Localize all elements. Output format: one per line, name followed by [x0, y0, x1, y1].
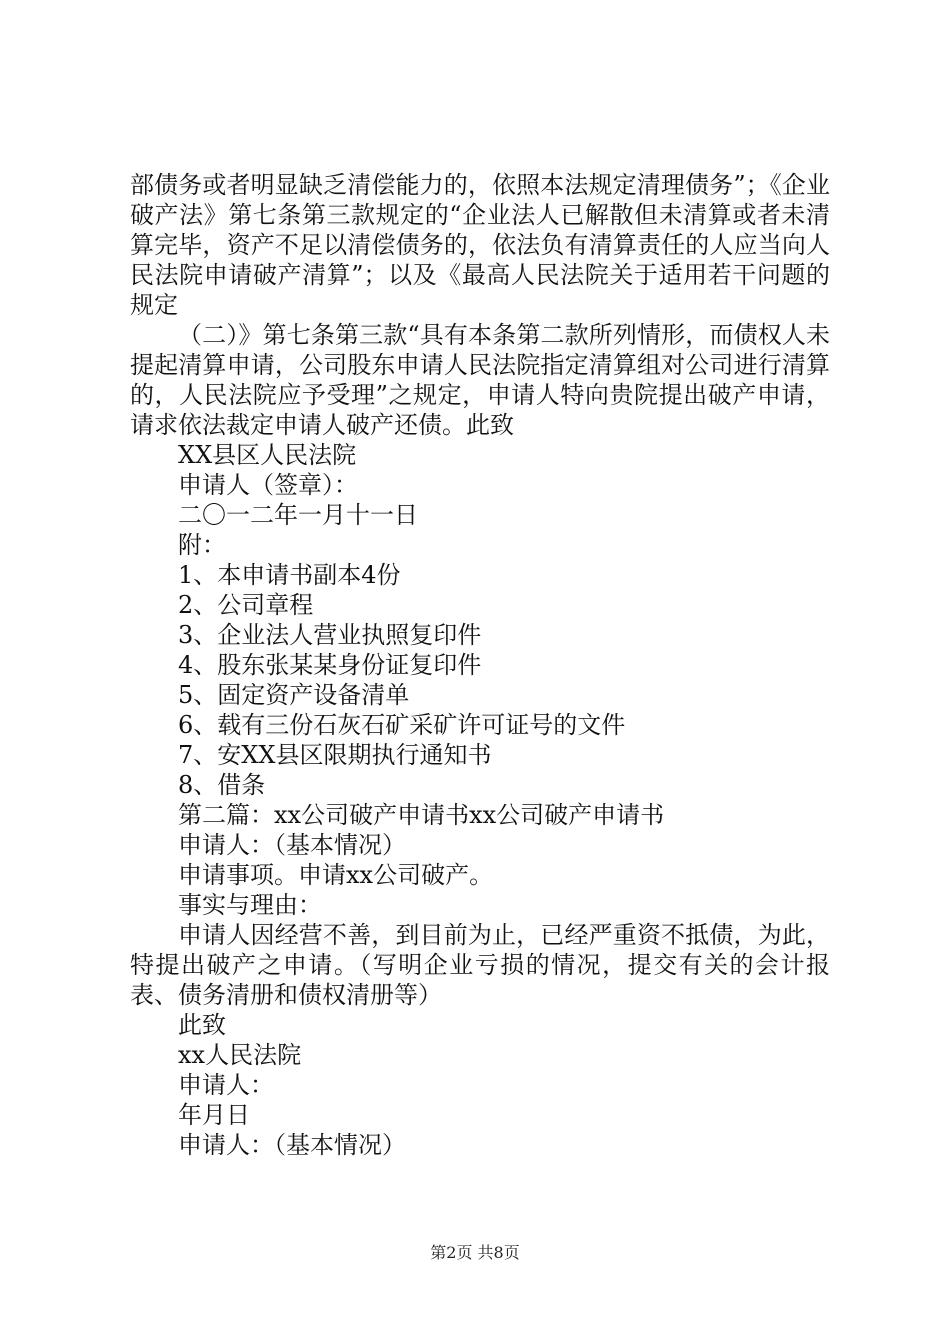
list-item: 1、本申请书副本4份	[178, 561, 401, 589]
list-item: 4、股东张某某身份证复印件	[178, 651, 482, 679]
paragraph: 部债务或者明显缺乏清偿能力的，依照本法规定清理债务”；《企业破产法》第七条第三款规定的“企业法人已解散但未清算或者未清算完毕，资产不足以清偿债务的，依法负有清算责任的人应当向人民法院申请破产清算”；以及《最高人民法院关于适用若干问题的规定	[130, 171, 830, 319]
paragraph: 申请人因经营不善，到目前为止，已经严重资不抵债，为此，特提出破产之申请。（写明企业亏损的情况，提交有关的会计报表、债务清册和债权清册等）	[130, 921, 830, 1009]
list-item: 3、企业法人营业执照复印件	[178, 621, 482, 649]
applicant-signature: 申请人：	[178, 1071, 274, 1099]
date-line: 二〇一二年一月十一日	[178, 501, 418, 529]
section-title: 第二篇：xx公司破产申请书xx公司破产申请书	[178, 801, 665, 829]
paragraph: 事实与理由：	[178, 891, 322, 919]
date-line: 年月日	[178, 1101, 250, 1129]
document-body	[130, 170, 830, 1160]
paragraph: 申请人：（基本情况）	[178, 1131, 406, 1159]
list-item: 5、固定资产设备清单	[178, 681, 410, 709]
page-footer: 第2页 共8页	[430, 1243, 520, 1262]
court-name: xx人民法院	[178, 1041, 302, 1069]
court-name: XX县区人民法院	[178, 441, 357, 469]
paragraph: （二）》第七条第三款“具有本条第二款所列情形，而债权人未提起清算申请，公司股东申请人民法院指定清算组对公司进行清算的，人民法院应予受理”之规定，申请人特向贵院提出破产申请，请求依法裁定申请人破产还债。此致	[130, 321, 830, 439]
paragraph: 申请人：（基本情况）	[178, 831, 406, 859]
list-item: 8、借条	[178, 771, 266, 799]
applicant-signature: 申请人（签章）：	[178, 471, 358, 499]
list-item: 6、载有三份石灰石矿采矿许可证号的文件	[178, 711, 626, 739]
attachments-heading: 附：	[178, 531, 226, 559]
paragraph: 此致	[178, 1011, 226, 1039]
list-item: 7、安XX县区限期执行通知书	[178, 741, 492, 769]
list-item: 2、公司章程	[178, 591, 314, 619]
paragraph: 申请事项。申请xx公司破产。	[178, 861, 494, 889]
